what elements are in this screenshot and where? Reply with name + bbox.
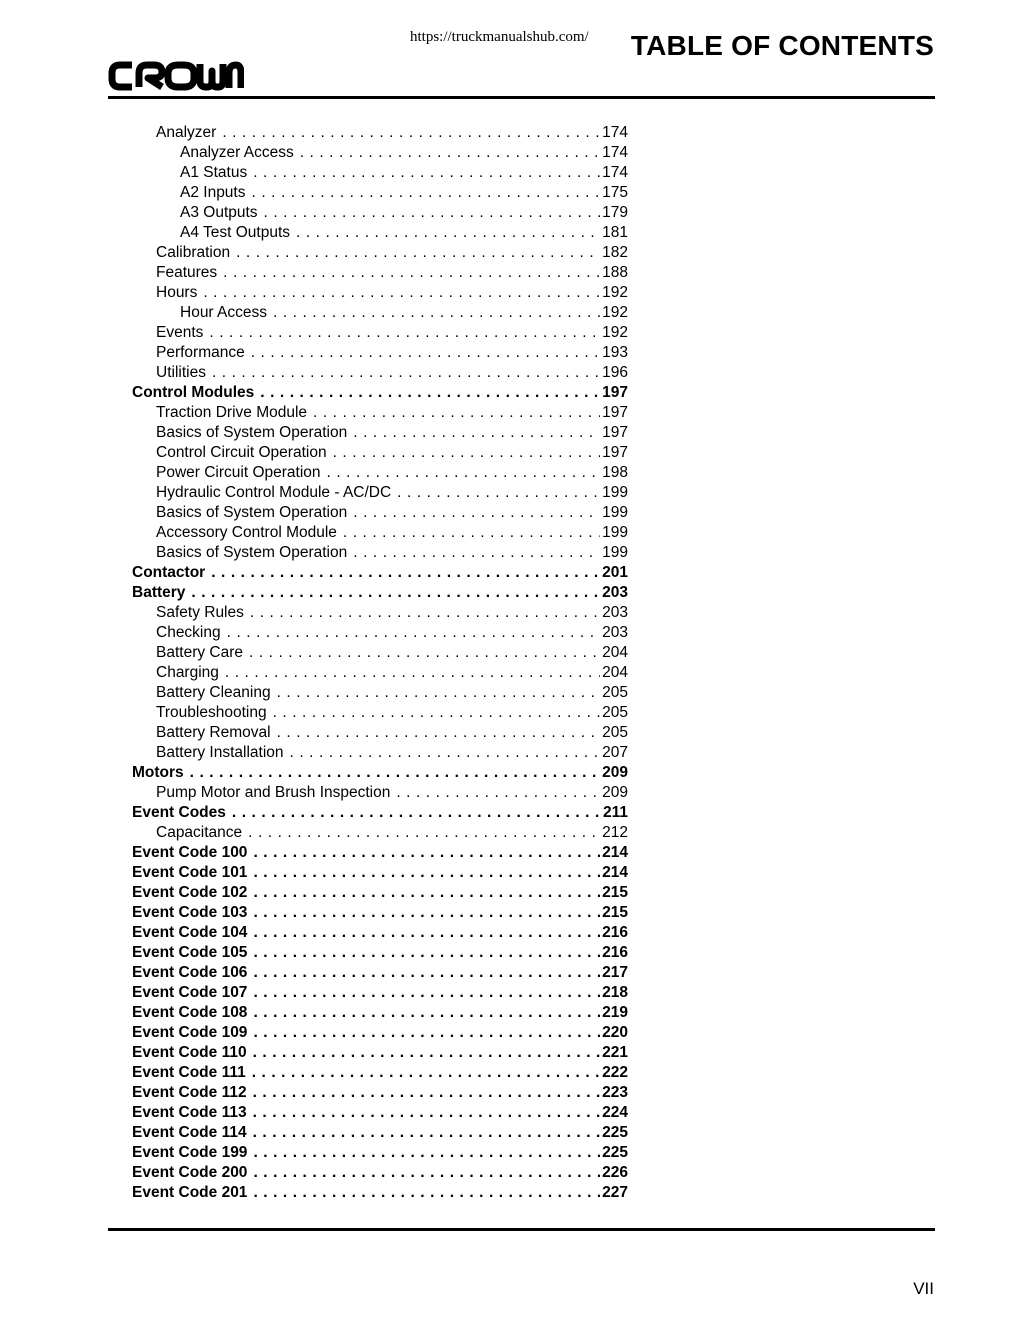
toc-entry[interactable] xyxy=(132,203,628,223)
toc-entry-page: 204 xyxy=(602,644,628,661)
toc-entry-page: 201 xyxy=(602,564,628,581)
toc-entry-label: Checking xyxy=(156,624,221,641)
toc-entry-label: Performance xyxy=(156,344,245,361)
toc-entry[interactable] xyxy=(132,1043,628,1063)
toc-entry-label: Events xyxy=(156,324,204,341)
toc-entry-label: Pump Motor and Brush Inspection xyxy=(156,784,391,801)
toc-dot-leader xyxy=(248,823,600,843)
toc-dot-leader xyxy=(353,503,600,523)
toc-dot-leader xyxy=(253,903,600,923)
toc-entry-page: 227 xyxy=(602,1184,628,1201)
toc-entry[interactable] xyxy=(132,743,628,763)
toc-entry[interactable] xyxy=(132,923,628,943)
toc-dot-leader xyxy=(260,383,600,403)
toc-entry-page: 182 xyxy=(602,244,628,261)
toc-entry[interactable] xyxy=(132,363,628,383)
toc-entry-label: Battery Cleaning xyxy=(156,684,271,701)
toc-entry-label: Event Code 201 xyxy=(132,1184,248,1201)
toc-entry[interactable] xyxy=(132,803,628,823)
toc-entry-label: Basics of System Operation xyxy=(156,544,348,561)
toc-entry[interactable] xyxy=(132,563,628,583)
toc-entry-label: Battery xyxy=(132,584,186,601)
toc-entry[interactable] xyxy=(132,223,628,243)
crown-logo xyxy=(108,60,244,92)
header-rule xyxy=(108,96,935,99)
toc-entry[interactable] xyxy=(132,423,628,443)
toc-entry-label: Event Code 108 xyxy=(132,1004,248,1021)
toc-entry[interactable] xyxy=(132,623,628,643)
toc-entry[interactable] xyxy=(132,343,628,363)
toc-dot-leader xyxy=(253,163,600,183)
toc-entry-page: 217 xyxy=(602,964,628,981)
toc-entry-label: Event Code 101 xyxy=(132,864,248,881)
toc-dot-leader xyxy=(252,1063,600,1083)
toc-dot-leader xyxy=(236,243,600,263)
toc-entry-label: Control Circuit Operation xyxy=(156,444,327,461)
toc-entry[interactable] xyxy=(132,943,628,963)
toc-entry-page: 215 xyxy=(602,904,628,921)
toc-entry-label: Battery Installation xyxy=(156,744,284,761)
toc-entry[interactable] xyxy=(132,523,628,543)
toc-dot-leader xyxy=(397,483,600,503)
toc-entry[interactable] xyxy=(132,1183,628,1203)
page-number: VII xyxy=(913,1279,934,1298)
toc-entry-label: Event Code 199 xyxy=(132,1144,248,1161)
toc-entry-page: 199 xyxy=(602,524,628,541)
toc-entry-label: Event Code 112 xyxy=(132,1084,247,1101)
toc-entry[interactable] xyxy=(132,663,628,683)
toc-dot-leader xyxy=(273,303,600,323)
source-url[interactable]: https://truckmanualshub.com/ xyxy=(410,29,589,45)
toc-entry-label: A2 Inputs xyxy=(180,184,246,201)
toc-dot-leader xyxy=(253,983,600,1003)
toc-dot-leader xyxy=(253,1003,600,1023)
toc-dot-leader xyxy=(253,963,600,983)
toc-entry-label: Features xyxy=(156,264,218,281)
toc-entry-page: 204 xyxy=(602,664,628,681)
toc-entry[interactable] xyxy=(132,1023,628,1043)
toc-entry[interactable] xyxy=(132,263,628,283)
toc-entry-page: 225 xyxy=(602,1124,628,1141)
toc-entry-label: Event Code 106 xyxy=(132,964,248,981)
toc-dot-leader xyxy=(253,883,600,903)
toc-entry[interactable] xyxy=(132,483,628,503)
toc-entry-page: 203 xyxy=(602,624,628,641)
toc-entry[interactable] xyxy=(132,603,628,623)
toc-dot-leader xyxy=(300,143,600,163)
toc-dot-leader xyxy=(222,123,600,143)
toc-entry-label: Utilities xyxy=(156,364,206,381)
toc-entry-label: Hours xyxy=(156,284,198,301)
toc-entry-label: Analyzer xyxy=(156,124,217,141)
toc-entry-page: 199 xyxy=(602,544,628,561)
toc-entry[interactable] xyxy=(132,403,628,423)
toc-dot-leader xyxy=(253,1083,601,1103)
toc-entry[interactable] xyxy=(132,1103,628,1123)
toc-entry-page: 192 xyxy=(602,324,628,341)
toc-entry-label: Troubleshooting xyxy=(156,704,267,721)
toc-dot-leader xyxy=(253,1103,601,1123)
toc-dot-leader xyxy=(212,363,600,383)
toc-entry-page: 205 xyxy=(602,704,628,721)
toc-entry-label: Charging xyxy=(156,664,219,681)
toc-dot-leader xyxy=(191,583,600,603)
toc-entry-page: 203 xyxy=(602,604,628,621)
toc-entry-page: 192 xyxy=(602,304,628,321)
toc-entry-page: 203 xyxy=(602,584,628,601)
toc-entry-page: 209 xyxy=(602,784,628,801)
toc-entry-page: 197 xyxy=(602,444,628,461)
toc-entry-page: 221 xyxy=(602,1044,628,1061)
toc-entry[interactable] xyxy=(132,243,628,263)
toc-entry-label: Event Code 105 xyxy=(132,944,248,961)
toc-dot-leader xyxy=(264,203,601,223)
toc-dot-leader xyxy=(253,1163,600,1183)
toc-entry[interactable] xyxy=(132,543,628,563)
toc-entry-label: Basics of System Operation xyxy=(156,504,348,521)
toc-dot-leader xyxy=(277,723,601,743)
toc-dot-leader xyxy=(253,843,600,863)
toc-entry-page: 216 xyxy=(602,924,628,941)
toc-entry-label: Event Code 103 xyxy=(132,904,248,921)
toc-entry-label: Safety Rules xyxy=(156,604,244,621)
toc-entry[interactable] xyxy=(132,303,628,323)
toc-entry[interactable] xyxy=(132,863,628,883)
toc-dot-leader xyxy=(273,703,601,723)
toc-entry-page: 222 xyxy=(602,1064,628,1081)
toc-dot-leader xyxy=(225,663,600,683)
toc-entry-page: 212 xyxy=(602,824,628,841)
toc-entry-label: Analyzer Access xyxy=(180,144,294,161)
toc-entry[interactable] xyxy=(132,1063,628,1083)
toc-entry[interactable] xyxy=(132,1083,628,1103)
toc-dot-leader xyxy=(203,283,600,303)
toc-entry-page: 192 xyxy=(602,284,628,301)
toc-dot-leader xyxy=(211,563,600,583)
toc-entry-label: Event Code 100 xyxy=(132,844,248,861)
toc-entry-page: 197 xyxy=(602,384,628,401)
table-of-contents xyxy=(132,123,628,1203)
toc-entry[interactable] xyxy=(132,723,628,743)
toc-entry-page: 216 xyxy=(602,944,628,961)
toc-entry-label: Event Code 113 xyxy=(132,1104,247,1121)
toc-entry-page: 205 xyxy=(602,684,628,701)
toc-dot-leader xyxy=(253,1043,601,1063)
toc-dot-leader xyxy=(253,1123,601,1143)
toc-entry-page: 174 xyxy=(602,164,628,181)
toc-entry-label: Event Code 111 xyxy=(132,1064,246,1081)
toc-entry-label: Event Code 107 xyxy=(132,984,248,1001)
toc-entry-page: 209 xyxy=(602,764,628,781)
toc-entry-label: Calibration xyxy=(156,244,231,261)
toc-dot-leader xyxy=(253,923,600,943)
toc-dot-leader xyxy=(290,743,601,763)
toc-entry-page: 215 xyxy=(602,884,628,901)
toc-dot-leader xyxy=(232,803,601,823)
toc-entry-label: Event Code 110 xyxy=(132,1044,247,1061)
toc-entry-page: 188 xyxy=(602,264,628,281)
footer-rule xyxy=(108,1228,935,1231)
toc-entry[interactable] xyxy=(132,463,628,483)
toc-dot-leader xyxy=(343,523,600,543)
toc-entry-page: 224 xyxy=(602,1104,628,1121)
toc-dot-leader xyxy=(249,643,600,663)
toc-entry-page: 214 xyxy=(602,864,628,881)
toc-entry[interactable] xyxy=(132,1123,628,1143)
toc-entry-label: Accessory Control Module xyxy=(156,524,337,541)
toc-entry-label: Event Code 114 xyxy=(132,1124,247,1141)
toc-dot-leader xyxy=(209,323,600,343)
toc-entry-label: Battery Care xyxy=(156,644,244,661)
toc-entry-label: Capacitance xyxy=(156,824,243,841)
toc-dot-leader xyxy=(250,603,600,623)
toc-entry[interactable] xyxy=(132,443,628,463)
toc-entry-label: Event Code 200 xyxy=(132,1164,248,1181)
toc-dot-leader xyxy=(253,863,600,883)
toc-entry[interactable] xyxy=(132,643,628,663)
toc-dot-leader xyxy=(227,623,601,643)
toc-dot-leader xyxy=(296,223,600,243)
toc-entry[interactable] xyxy=(132,843,628,863)
toc-entry-page: 220 xyxy=(602,1024,628,1041)
toc-entry[interactable] xyxy=(132,143,628,163)
toc-entry-page: 225 xyxy=(602,1144,628,1161)
toc-entry[interactable] xyxy=(132,163,628,183)
toc-entry-label: Event Code 109 xyxy=(132,1024,248,1041)
toc-entry[interactable] xyxy=(132,1143,628,1163)
toc-dot-leader xyxy=(253,1023,600,1043)
toc-entry[interactable] xyxy=(132,583,628,603)
toc-entry-label: Battery Removal xyxy=(156,724,271,741)
toc-dot-leader xyxy=(253,1143,600,1163)
toc-entry-page: 198 xyxy=(602,464,628,481)
toc-entry[interactable] xyxy=(132,323,628,343)
toc-entry-page: 207 xyxy=(602,744,628,761)
toc-entry-page: 219 xyxy=(602,1004,628,1021)
toc-entry-page: 196 xyxy=(602,364,628,381)
toc-entry-label: Hydraulic Control Module - AC/DC xyxy=(156,484,392,501)
toc-entry-page: 223 xyxy=(602,1084,628,1101)
toc-dot-leader xyxy=(353,423,600,443)
toc-entry-page: 211 xyxy=(602,804,628,821)
toc-entry[interactable] xyxy=(132,983,628,1003)
toc-entry-page: 199 xyxy=(602,484,628,501)
toc-entry[interactable] xyxy=(132,763,628,783)
toc-dot-leader xyxy=(277,683,601,703)
toc-entry-page: 199 xyxy=(602,504,628,521)
toc-entry-label: Event Code 102 xyxy=(132,884,248,901)
toc-entry[interactable] xyxy=(132,1163,628,1183)
toc-entry-label: A4 Test Outputs xyxy=(180,224,290,241)
toc-entry-page: 214 xyxy=(602,844,628,861)
toc-dot-leader xyxy=(190,763,600,783)
toc-entry-label: Event Code 104 xyxy=(132,924,248,941)
toc-entry-label: Contactor xyxy=(132,564,206,581)
toc-dot-leader xyxy=(252,183,601,203)
toc-entry-label: Basics of System Operation xyxy=(156,424,348,441)
toc-entry-page: 175 xyxy=(602,184,628,201)
toc-dot-leader xyxy=(333,443,601,463)
toc-entry[interactable] xyxy=(132,283,628,303)
toc-dot-leader xyxy=(253,1183,600,1203)
toc-entry-page: 181 xyxy=(602,224,628,241)
page-title: TABLE OF CONTENTS xyxy=(630,30,934,61)
toc-entry-label: Motors xyxy=(132,764,184,781)
toc-entry[interactable] xyxy=(132,123,628,143)
toc-entry[interactable] xyxy=(132,883,628,903)
toc-entry-page: 226 xyxy=(602,1164,628,1181)
toc-dot-leader xyxy=(253,943,600,963)
toc-entry-page: 197 xyxy=(602,404,628,421)
toc-entry-label: Event Codes xyxy=(132,804,226,821)
toc-dot-leader xyxy=(313,403,600,423)
toc-entry-label: A3 Outputs xyxy=(180,204,258,221)
toc-entry[interactable] xyxy=(132,703,628,723)
toc-entry[interactable] xyxy=(132,823,628,843)
toc-dot-leader xyxy=(251,343,600,363)
toc-entry-page: 197 xyxy=(602,424,628,441)
toc-dot-leader xyxy=(327,463,601,483)
toc-entry-page: 205 xyxy=(602,724,628,741)
toc-entry-label: Power Circuit Operation xyxy=(156,464,321,481)
toc-entry[interactable] xyxy=(132,183,628,203)
toc-entry-page: 179 xyxy=(602,204,628,221)
toc-entry[interactable] xyxy=(132,903,628,923)
toc-entry-page: 174 xyxy=(602,144,628,161)
toc-entry-label: Control Modules xyxy=(132,384,255,401)
toc-dot-leader xyxy=(396,783,600,803)
toc-entry-label: Hour Access xyxy=(180,304,268,321)
toc-dot-leader xyxy=(223,263,600,283)
toc-entry[interactable] xyxy=(132,503,628,523)
toc-entry[interactable] xyxy=(132,1003,628,1023)
toc-entry[interactable] xyxy=(132,683,628,703)
toc-entry[interactable] xyxy=(132,383,628,403)
toc-entry-page: 218 xyxy=(602,984,628,1001)
toc-entry-label: A1 Status xyxy=(180,164,248,181)
toc-entry-page: 193 xyxy=(602,344,628,361)
toc-entry[interactable] xyxy=(132,783,628,803)
toc-entry[interactable] xyxy=(132,963,628,983)
toc-entry-page: 174 xyxy=(602,124,628,141)
toc-dot-leader xyxy=(353,543,600,563)
toc-entry-label: Traction Drive Module xyxy=(156,404,308,421)
